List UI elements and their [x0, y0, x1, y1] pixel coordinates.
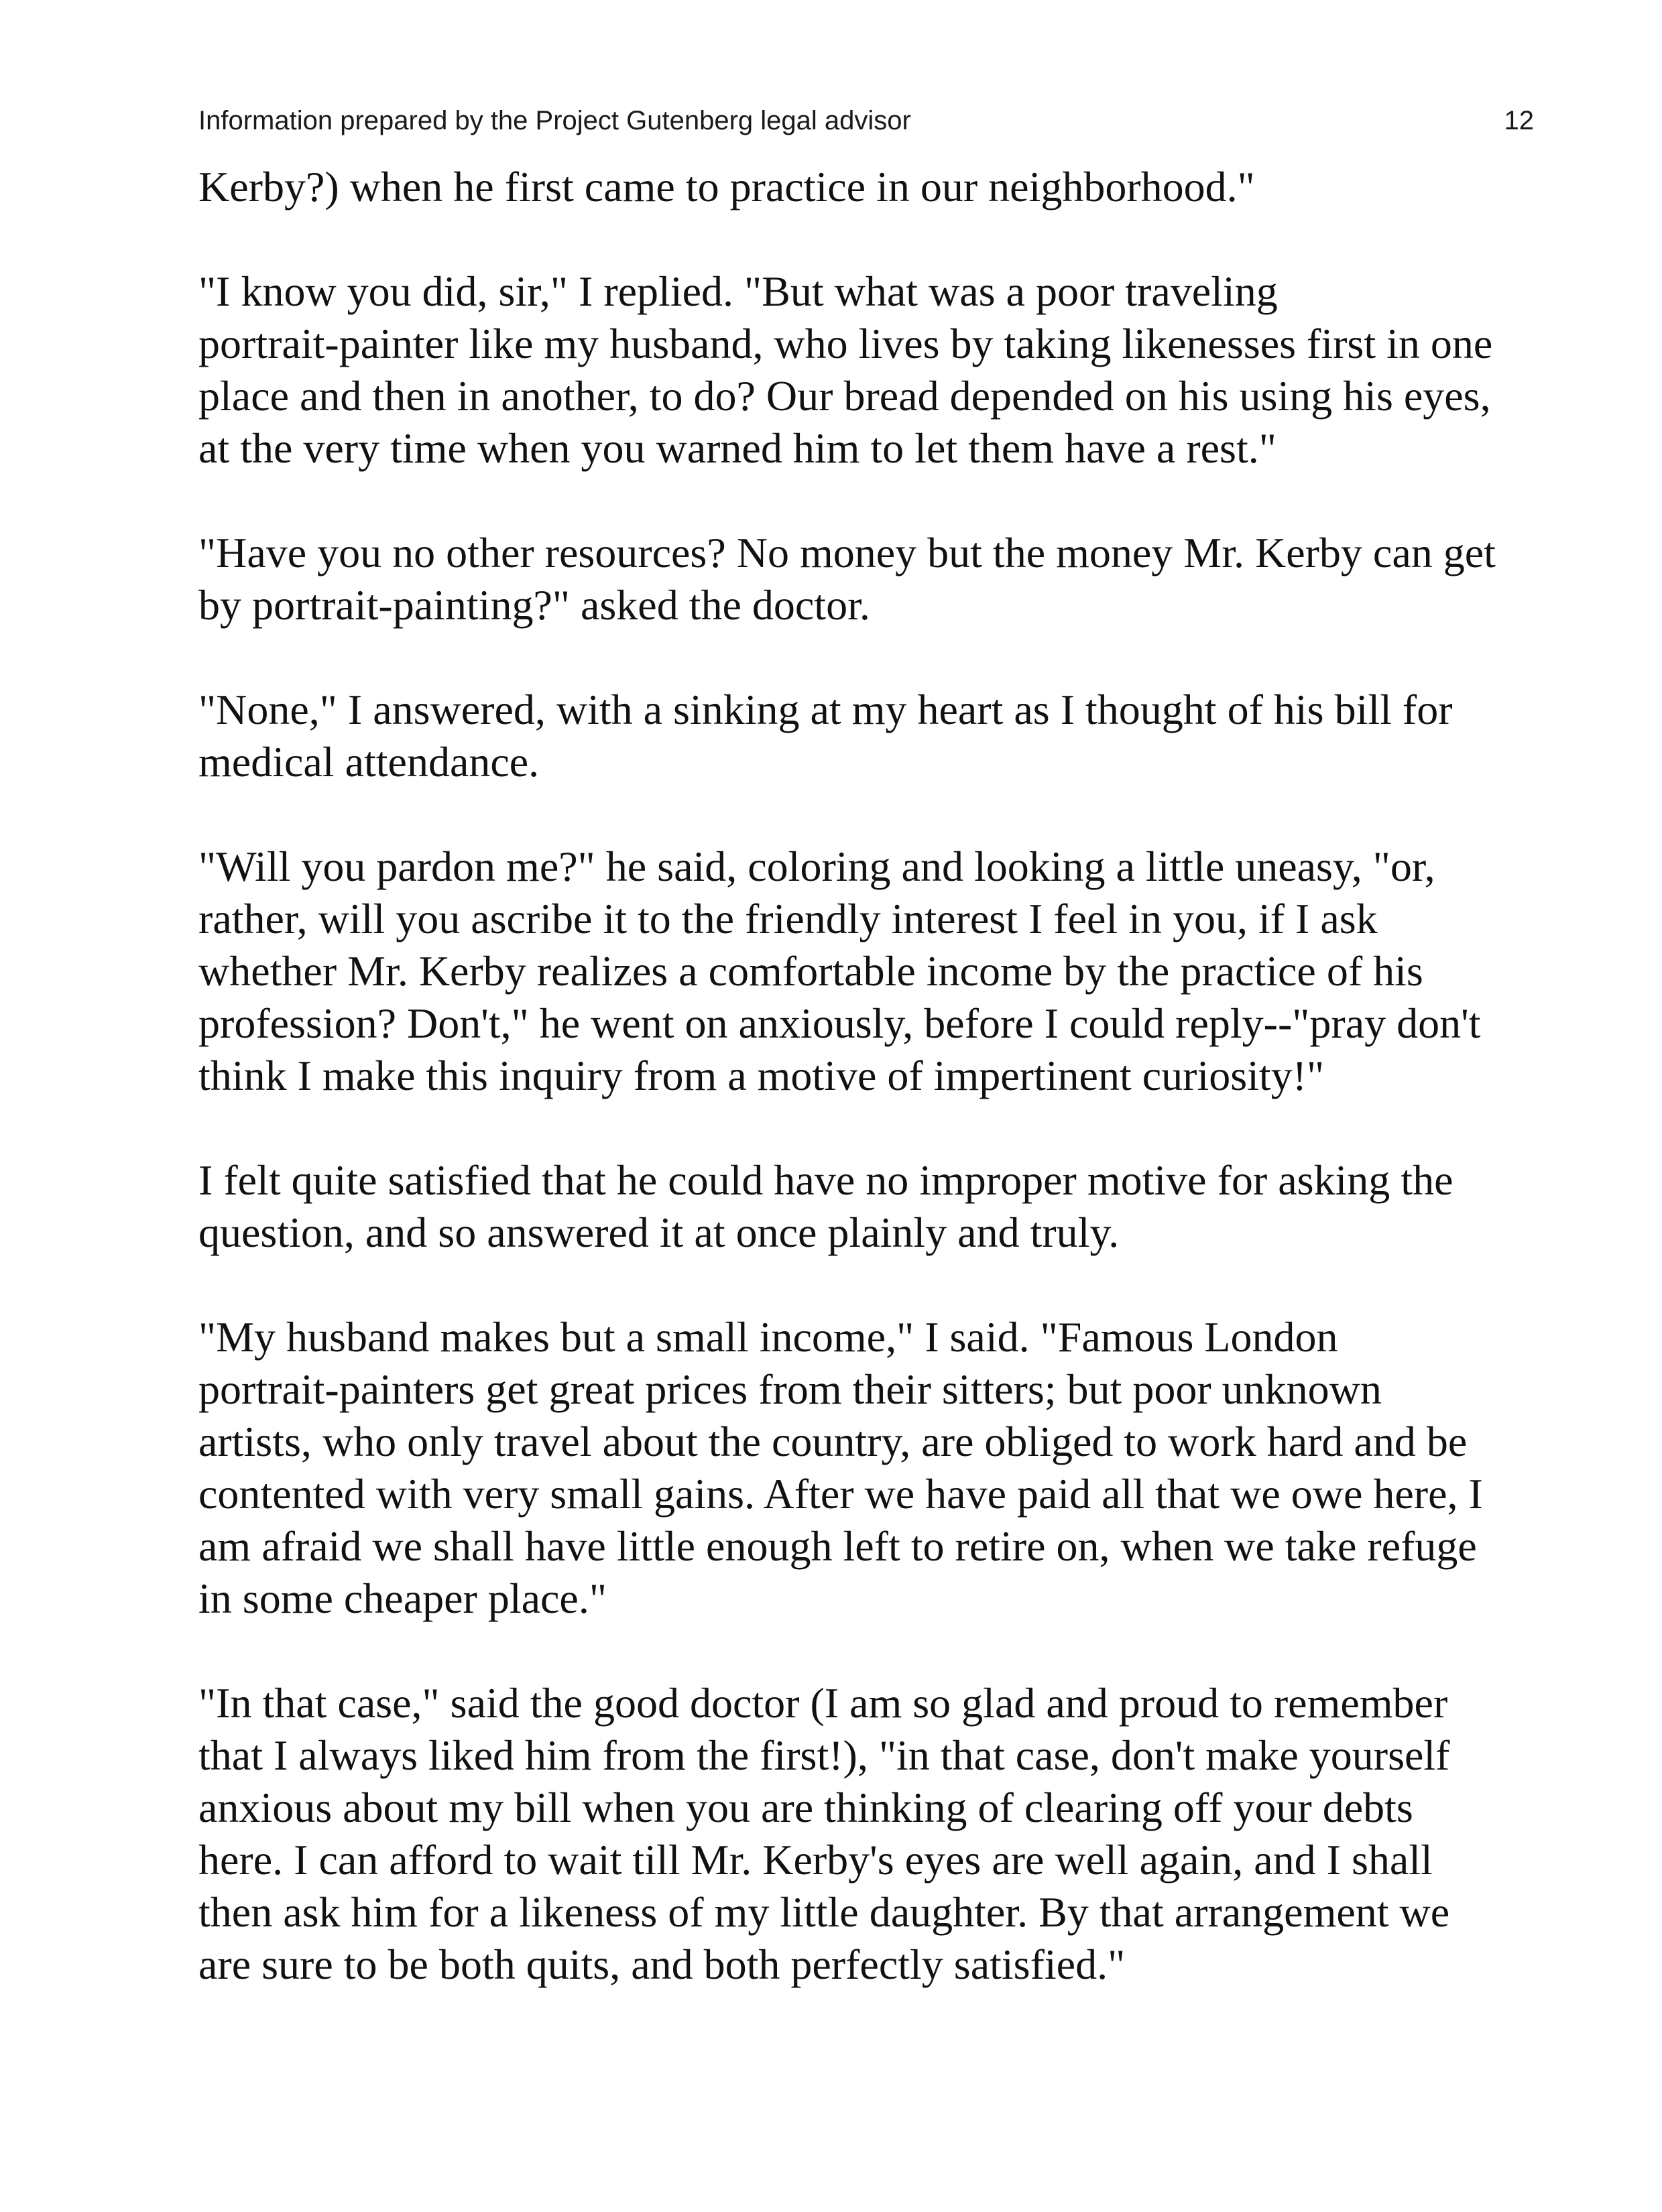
- text-line: "None," I answered, with a sinking at my heart as I thought of his bill for: [198, 686, 1453, 733]
- paragraph: [198, 841, 1534, 1102]
- text-line: then ask him for a likeness of my little daughter. By that arrangement we: [198, 1888, 1450, 1936]
- text-line: "In that case," said the good doctor (I am so glad and proud to remember: [198, 1679, 1448, 1727]
- text-line: portrait-painter like my husband, who lives by taking likenesses first in one: [198, 320, 1493, 367]
- text-line: am afraid we shall have little enough left to retire on, when we take refuge: [198, 1522, 1477, 1570]
- text-line: question, and so answered it at once plainly and truly.: [198, 1209, 1120, 1256]
- text-line: are sure to be both quits, and both perfectly satisfied.": [198, 1941, 1126, 1988]
- text-line: "My husband makes but a small income," I said. "Famous London: [198, 1313, 1338, 1361]
- text-line: "Will you pardon me?" he said, coloring and looking a little uneasy, "or,: [198, 843, 1435, 890]
- header-title: Information prepared by the Project Gutenberg legal advisor: [198, 106, 911, 135]
- text-line: that I always liked him from the first!), "in that case, don't make yourself: [198, 1731, 1450, 1779]
- text-line: profession? Don't," he went on anxiously, before I could reply--"pray don't: [198, 999, 1481, 1047]
- text-line: I felt quite satisfied that he could have no improper motive for asking the: [198, 1156, 1453, 1204]
- text-line: in some cheaper place.": [198, 1575, 607, 1622]
- text-line: whether Mr. Kerby realizes a comfortable income by the practice of his: [198, 947, 1423, 995]
- text-line: Kerby?) when he first came to practice in our neighborhood.": [198, 163, 1255, 210]
- body-text: [198, 161, 1534, 1991]
- text-line: by portrait-painting?" asked the doctor.: [198, 581, 870, 629]
- text-line: "Have you no other resources? No money but the money Mr. Kerby can get: [198, 529, 1496, 576]
- page-number: 12: [1504, 106, 1534, 135]
- text-line: anxious about my bill when you are thinking of clearing off your debts: [198, 1784, 1413, 1831]
- paragraph: [198, 161, 1534, 213]
- text-line: place and then in another, to do? Our bread depended on his using his eyes,: [198, 372, 1491, 420]
- text-line: rather, will you ascribe it to the friendly interest I feel in you, if I ask: [198, 895, 1378, 942]
- paragraph: [198, 527, 1534, 631]
- paragraph: [198, 265, 1534, 475]
- paragraph: [198, 684, 1534, 788]
- running-header: [198, 101, 1534, 141]
- paragraph: [198, 1311, 1534, 1625]
- paragraph: [198, 1677, 1534, 1991]
- text-line: medical attendance.: [198, 738, 540, 786]
- text-line: think I make this inquiry from a motive of impertinent curiosity!": [198, 1052, 1325, 1099]
- text-line: at the very time when you warned him to let them have a rest.": [198, 424, 1277, 472]
- text-line: here. I can afford to wait till Mr. Kerby's eyes are well again, and I shall: [198, 1836, 1433, 1884]
- text-line: artists, who only travel about the country, are obliged to work hard and be: [198, 1418, 1468, 1465]
- text-line: portrait-painters get great prices from their sitters; but poor unknown: [198, 1365, 1382, 1413]
- paragraph: [198, 1154, 1534, 1259]
- text-line: "I know you did, sir," I replied. "But what was a poor traveling: [198, 267, 1278, 315]
- text-line: contented with very small gains. After we have paid all that we owe here, I: [198, 1470, 1483, 1518]
